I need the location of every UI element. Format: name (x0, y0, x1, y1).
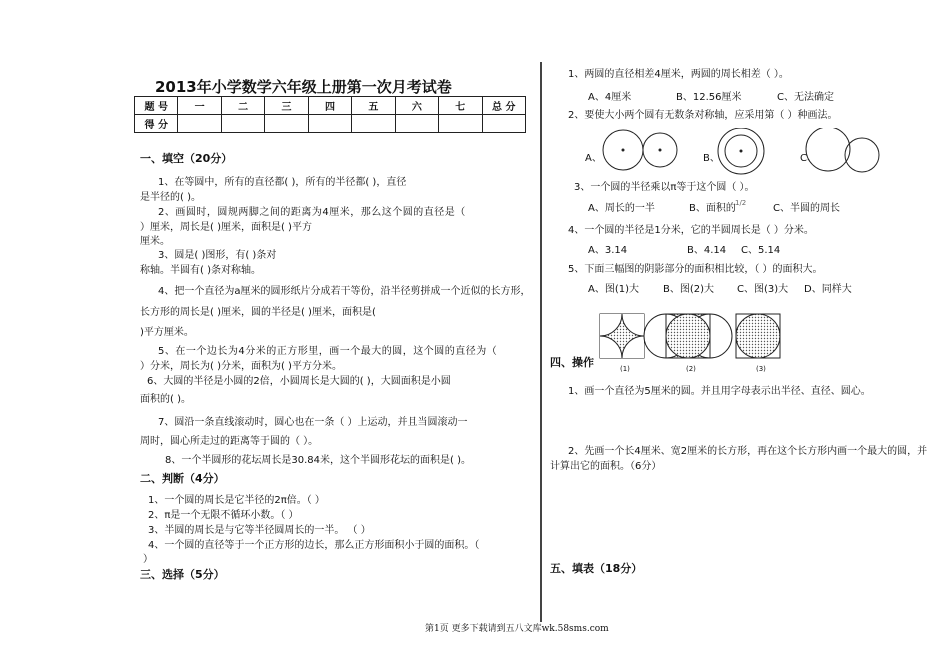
fill-line: 面积的( )。 (140, 394, 191, 405)
operation-question-1: 1、画一个直径为5厘米的圆。并且用字母表示出半径、直径、圆心。 (568, 386, 871, 397)
drawing-c-overlapping-circles (806, 128, 879, 172)
choice-option: A、3.14 (588, 245, 628, 256)
fill-line: 称轴。半圆有( )条对称轴。 (140, 265, 261, 276)
choice-question-3: 3、一个圆的半径乘以π等于这个圆（ ）。 (574, 182, 755, 193)
score-cell[interactable] (352, 115, 395, 133)
choice-question-2: 2、要使大小两个圆有无数条对称轴，应采用第（ ）种画法。 (568, 110, 838, 121)
score-cell[interactable] (395, 115, 438, 133)
score-cell[interactable] (439, 115, 482, 133)
judge-line: 4、一个圆的直径等于一个正方形的边长，那么正方形面积小于圆的面积。（ (148, 540, 480, 551)
score-cell[interactable] (221, 115, 264, 133)
fill-line: 7、圆沿一条直线滚动时，圆心也在一条（ ）上运动，并且当圆滚动一 (158, 417, 468, 428)
score-header-cell: 六 (395, 97, 438, 115)
score-row-label: 得 分 (135, 115, 178, 133)
score-table (134, 96, 526, 133)
fill-line: 4、把一个直径为a厘米的圆形纸片分成若干等份，沿半径剪拼成一个近似的长方形， (158, 286, 531, 297)
choice-option: A、周长的一半 (588, 203, 655, 214)
score-value-row (135, 115, 526, 133)
choice-option: A、 (585, 153, 602, 164)
score-cell[interactable] (482, 115, 526, 133)
fraction-half: 1/2 (735, 199, 747, 207)
fill-line: 2、画圆时，圆规两脚之间的距离为4厘米，那么这个圆的直径是（ (158, 207, 466, 218)
fill-line: 长方形的周长是( )厘米，圆的半径是( )厘米，面积是( (140, 307, 376, 318)
drawing-b-concentric-circles (718, 128, 764, 174)
choice-option: A、图(1)大 (588, 284, 640, 295)
score-header-cell: 七 (439, 97, 482, 115)
choice-option: C、图(3)大 (737, 284, 789, 295)
choice-option: B、 (703, 153, 720, 164)
fill-line: ）厘米，周长是( )厘米，面积是( )平方 (140, 222, 312, 233)
judge-line: ） (143, 554, 153, 565)
score-cell[interactable] (308, 115, 351, 133)
score-header-cell: 五 (352, 97, 395, 115)
figure-label: (2) (686, 365, 696, 373)
score-header-cell: 四 (308, 97, 351, 115)
drawing-a-two-circles (603, 130, 677, 170)
choice-option: C、无法确定 (777, 92, 834, 103)
score-header-cell: 二 (221, 97, 264, 115)
choice-option: B、面积的 (689, 203, 736, 214)
score-header-cell: 一 (178, 97, 221, 115)
fill-line: 周时，圆心所走过的距离等于圆的（ ）。 (140, 436, 319, 447)
choice-question-4: 4、一个圆的半径是1分米，它的半圆周长是（ ）分米。 (568, 225, 814, 236)
choice-option: B、12.56厘米 (676, 92, 742, 103)
section-choice-heading: 三、选择（5分） (140, 568, 225, 581)
judge-line: 2、π是一个无限不循环小数。（ ） (148, 510, 299, 521)
choice-question-5: 5、下面三幅图的阴影部分的面积相比较，（ ）的面积大。 (568, 264, 823, 275)
fill-line: 厘米。 (140, 236, 170, 247)
fill-line: ）分米，周长为( )分米，面积为( )平方分米。 (140, 361, 342, 372)
section-judge-heading: 二、判断（4分） (140, 472, 225, 485)
score-header-cell: 总 分 (482, 97, 526, 115)
fill-line: 6、大圆的半径是小圆的2倍，小圆周长是大圆的( )，大圆面积是小圆 (147, 376, 451, 387)
operation-question-2-cont: 计算出它的面积。（6分） (550, 461, 662, 472)
fill-line: )平方厘米。 (140, 327, 194, 338)
judge-line: 1、一个圆的周长是它半径的2π倍。（ ） (148, 495, 325, 506)
fill-line: 1、在等圆中，所有的直径都( )，所有的半径都( )，直径 (158, 177, 407, 188)
score-header-cell: 三 (265, 97, 308, 115)
page-title: 2013年小学数学六年级上册第一次月考试卷 (155, 78, 452, 96)
section-operation-heading: 四、操作 (550, 356, 594, 369)
score-cell[interactable] (178, 115, 221, 133)
section-table-heading: 五、填表（18分） (550, 562, 643, 575)
page-footer: 第1页 更多下载请到五八文库wk.58sms.com (425, 624, 609, 634)
choice-option: C、半圆的周长 (773, 203, 840, 214)
choice-option: B、4.14 (687, 245, 727, 256)
figure-1-shaded-star (598, 310, 666, 362)
choice-option: C、 (800, 153, 817, 164)
fill-line: 8、一个半圆形的花坛周长是30.84米，这个半圆形花坛的面积是( )。 (165, 455, 471, 466)
choice-question-1: 1、两圆的直径相差4厘米，两圆的周长相差（ ）。 (568, 69, 789, 80)
score-cell[interactable] (265, 115, 308, 133)
judge-line: 3、半圆的周长是与它等半径圆周长的一半。 （ ） (148, 525, 371, 536)
circle-drawings-figure (590, 128, 890, 178)
figure-2-shaded-corners (644, 314, 732, 358)
section-fill-heading: 一、填空（20分） (140, 152, 233, 165)
fill-line: 3、圆是( )图形，有( )条对 (158, 250, 277, 261)
choice-option: D、同样大 (804, 284, 852, 295)
figure-label: (3) (756, 365, 766, 373)
figure-label: (1) (620, 365, 630, 373)
score-header-cell: 题 号 (135, 97, 178, 115)
choice-option: A、4厘米 (588, 92, 632, 103)
score-header-row (135, 97, 526, 115)
fill-line: 5、在一个边长为4分米的正方形里，画一个最大的圆，这个圆的直径为（ (158, 346, 498, 357)
operation-question-2: 2、先画一个长4厘米、宽2厘米的长方形，再在这个长方形内画一个最大的圆，并 (568, 446, 928, 457)
figure-3-shaded-circle (736, 314, 780, 358)
fill-line: 是半径的( )。 (140, 192, 201, 203)
choice-option: C、5.14 (741, 245, 781, 256)
page-fold-line (540, 62, 542, 622)
choice-option: B、图(2)大 (663, 284, 715, 295)
shaded-area-figures (598, 310, 788, 362)
